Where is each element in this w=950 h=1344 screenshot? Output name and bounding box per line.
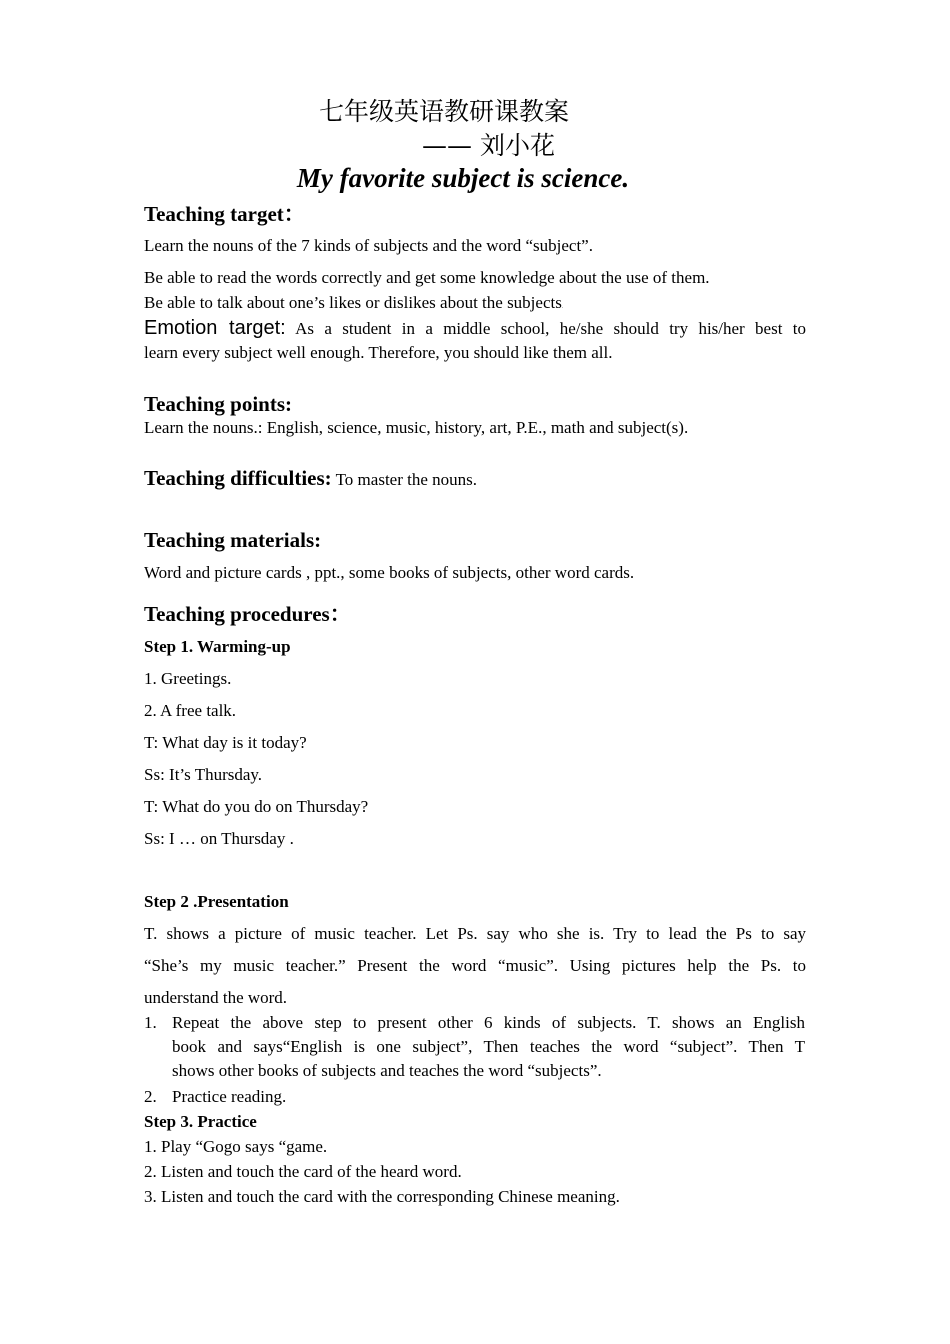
- lesson-title: My favorite subject is science.: [296, 163, 630, 193]
- teaching-points-heading: Teaching points:: [144, 392, 293, 416]
- target-line-3: Be able to talk about one’s likes or dislikes about the subjects.: [144, 293, 564, 312]
- step-1-line: 1. Greetings.: [144, 669, 232, 688]
- teaching-materials-text: Word and picture cards , ppt., some books of subjects, other word cards.: [144, 563, 635, 582]
- step-3-title: Step 3. Practice: [144, 1112, 257, 1131]
- step-2-title: Step 2 .Presentation: [144, 892, 289, 911]
- line-mark: .: [561, 305, 564, 310]
- step-1-title: Step 1. Warming-up: [144, 637, 291, 656]
- list-item-line: Repeat the above step to present other 6 kinds of subjects. T. shows an English: [172, 1013, 805, 1032]
- author-line: —— 刘小花: [422, 131, 555, 160]
- teaching-points-text: Learn the nouns.: English, science, music, history, art, P.E., math and subject(s).: [144, 418, 689, 437]
- teaching-materials-heading: Teaching materials:: [144, 528, 322, 552]
- step-1-line: T: What day is it today?: [144, 733, 307, 752]
- step-1-line: Ss: I … on Thursday .: [144, 829, 294, 848]
- list-item-line: shows other books of subjects and teaches the word “subjects”.: [172, 1061, 602, 1080]
- step-3-line: 3. Listen and touch the card with the corresponding Chinese meaning.: [144, 1187, 620, 1206]
- step-2-paragraph-line-2: “She’s my music teacher.” Present the word “music”. Using pictures help the Ps. to: [144, 956, 806, 975]
- teaching-difficulties-heading: Teaching difficulties:: [144, 466, 332, 490]
- chinese-title: 七年级英语教研课教案: [318, 97, 569, 126]
- emotion-target-line-1: Emotion target: As a student in a middle school, he/she should try his/her best to: [144, 317, 807, 339]
- teaching-difficulties-line: Teaching difficulties: To master the nouns.: [144, 466, 478, 490]
- list-item: [172, 1085, 805, 1109]
- list-number: 1.: [144, 1013, 157, 1032]
- step-1-line: Ss: It’s Thursday.: [144, 765, 263, 784]
- list-item-line: book and says“English is one subject”, Then teaches the word “subject”. Then T: [172, 1037, 805, 1056]
- step-1-line: 2. A free talk.: [144, 701, 237, 720]
- list-item-line: Practice reading.: [172, 1087, 287, 1106]
- emotion-target-line-2: learn every subject well enough. Therefore, you should like them all.: [144, 343, 613, 362]
- list-number: 2.: [144, 1087, 157, 1106]
- emotion-target-label: Emotion target:: [144, 317, 286, 339]
- step-3-line: 2. Listen and touch the card of the heard word.: [144, 1162, 462, 1181]
- step-3-line: 1. Play “Gogo says “game.: [144, 1137, 328, 1156]
- target-line-2: Be able to read the words correctly and get some knowledge about the use of them.: [144, 268, 710, 287]
- teaching-target-heading: Teaching target：: [144, 202, 305, 226]
- step-1-line: T: What do you do on Thursday?: [144, 797, 369, 816]
- step-2-paragraph-line-3: understand the word.: [144, 988, 288, 1007]
- list-item: [172, 1011, 805, 1083]
- teaching-procedures-heading: Teaching procedures：: [144, 602, 351, 626]
- target-line-1: Learn the nouns of the 7 kinds of subjects and the word “subject”.: [144, 236, 593, 255]
- step-2-paragraph-line-1: T. shows a picture of music teacher. Let Ps. say who she is. Try to lead the Ps to say: [144, 924, 806, 943]
